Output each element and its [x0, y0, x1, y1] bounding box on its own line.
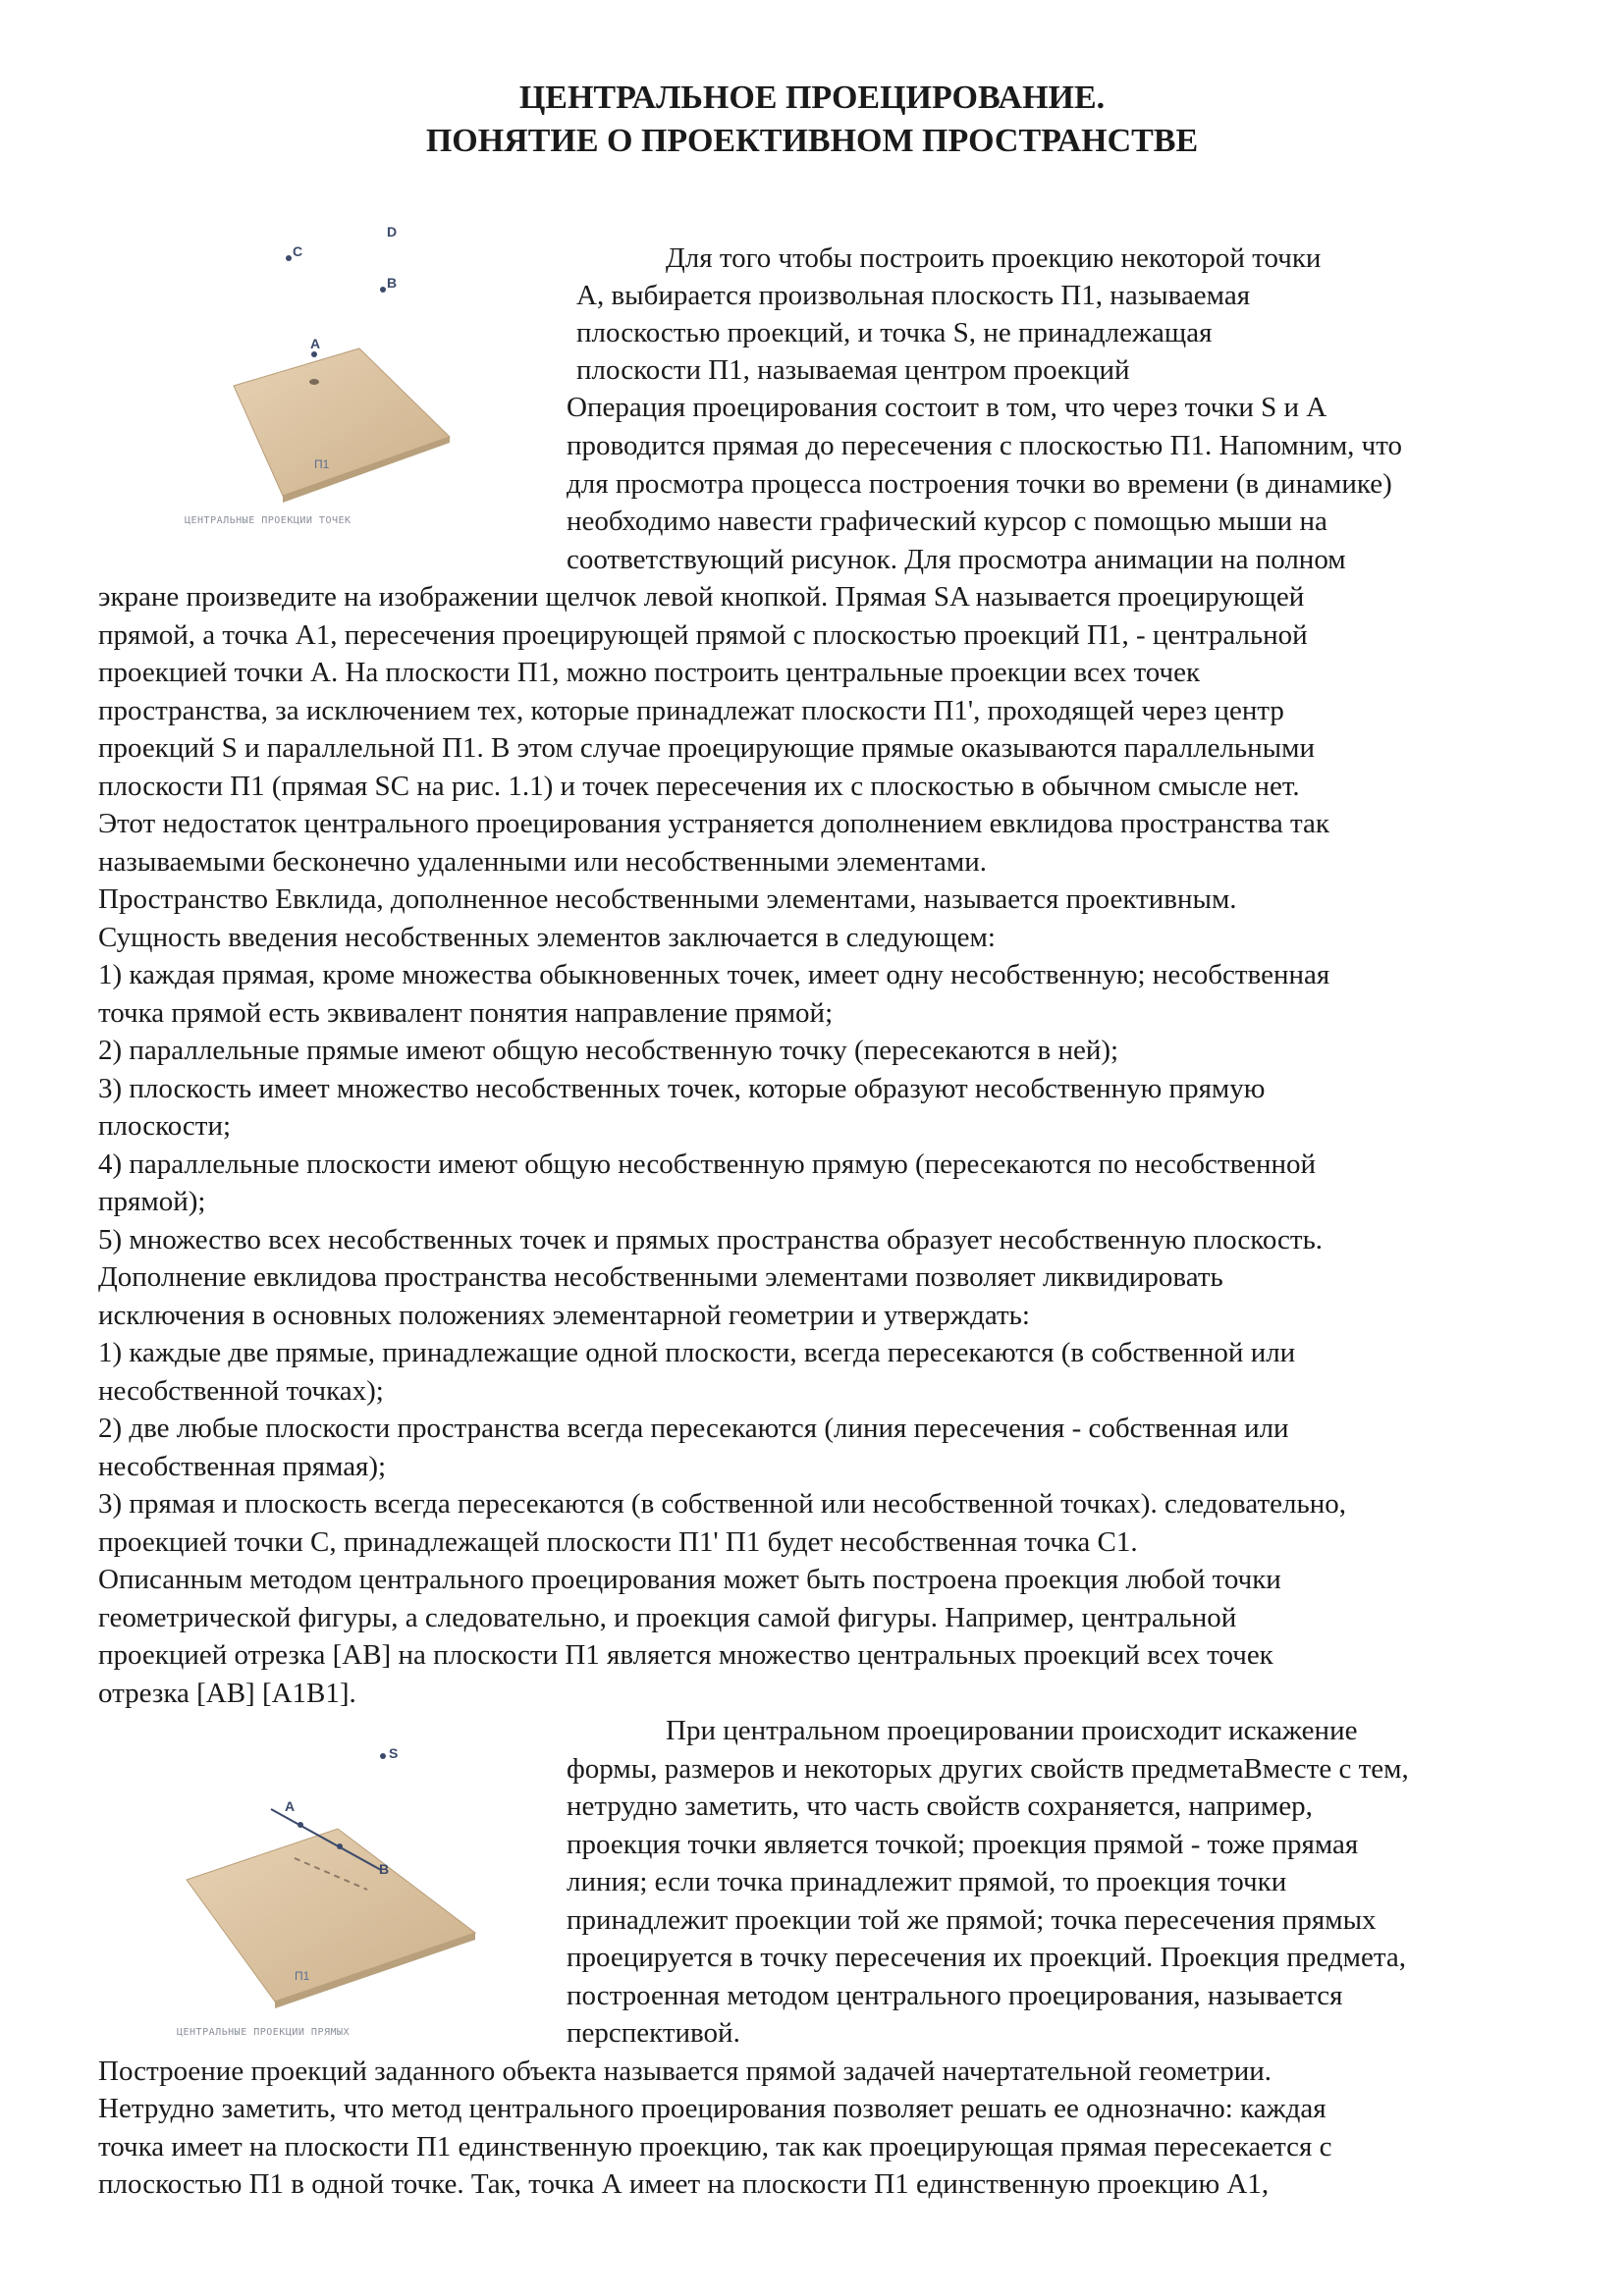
text-line: 5) множество всех несобственных точек и прямых пространства образует несобственную плоскость. [98, 1224, 1324, 1255]
text-line: Сущность введения несобственных элементов заключается в следующем: [98, 922, 996, 953]
text-line: точка имеет на плоскости П1 единственную проекцию, так как проецирующая прямая пересекается с [98, 2131, 1332, 2163]
point-a [311, 351, 317, 357]
text-line: называемыми бесконечно удаленными или несобственными элементами. [98, 846, 987, 878]
text-line: плоскостью П1 в одной точке. Так, точка А имеет на плоскости П1 единственную проекцию А1, [98, 2168, 1270, 2200]
text-line: несобственная прямая); [98, 1451, 387, 1482]
text-line: проводится прямая до пересечения с плоскостью П1. Напомним, что [567, 430, 1403, 461]
text-line: проекция точки является точкой; проекция прямой - тоже прямая [567, 1829, 1359, 1860]
text-line: Операция проецирования состоит в том, что через точки S и A [567, 392, 1327, 423]
point-b [380, 287, 386, 293]
text-line: При центральном проецировании происходит искажение [666, 1715, 1358, 1746]
figure-2-caption: ЦЕНТРАЛЬНЫЕ ПРОЕКЦИИ ПРЯМЫХ [177, 2027, 351, 2038]
title-line-2: ПОНЯТИЕ О ПРОЕКТИВНОМ ПРОСТРАНСТВЕ [425, 123, 1199, 159]
figure-central-projections-of-lines[interactable] [147, 1723, 520, 2047]
text-line: А, выбирается произвольная плоскость П1, называемая [576, 280, 1251, 311]
text-line: геометрической фигуры, а следовательно, и проекция самой фигуры. Например, центральной [98, 1602, 1237, 1633]
text-line: Этот недостаток центрального проецирования устраняется дополнением евклидова пространства так [98, 808, 1329, 839]
text-line: для просмотра процесса построения точки во времени (в динамике) [567, 468, 1392, 500]
text-line: Для того чтобы построить проекцию некоторой точки [666, 242, 1322, 274]
point-on-line [337, 1843, 343, 1849]
text-line: плоскости П1, называемая центром проекций [576, 354, 1130, 386]
text-line: прямой, а точка A1, пересечения проецирующей прямой с плоскостью проекций П1, - центральной [98, 619, 1308, 651]
text-line: 3) плоскость имеет множество несобственных точек, которые образуют несобственную прямую [98, 1073, 1266, 1104]
label-b: B [379, 1861, 390, 1877]
text-line: проекцией точки А. На плоскости П1, можно построить центральные проекции всех точек [98, 657, 1201, 688]
figure-1-caption: ЦЕНТРАЛЬНЫЕ ПРОЕКЦИИ ТОЧЕК [185, 515, 352, 526]
text-line: проекцией точки С, принадлежащей плоскости П1' П1 будет несобственная точка С1. [98, 1526, 1138, 1558]
projection-plane [187, 1829, 475, 2002]
plane-label: П1 [314, 457, 330, 471]
text-line: 1) каждая прямая, кроме множества обыкновенных точек, имеет одну несобственную; несобственная [98, 959, 1330, 990]
text-line: формы, размеров и некоторых других свойств предметаВместе с тем, [567, 1753, 1409, 1785]
text-line: плоскости; [98, 1110, 232, 1142]
text-line: экране произведите на изображении щелчок левой кнопкой. Прямая SA называется проецирующей [98, 581, 1305, 613]
text-line: принадлежит проекции той же прямой; точка пересечения прямых [567, 1904, 1377, 1936]
text-line: плоскостью проекций, и точка S, не принадлежащая [576, 317, 1213, 348]
text-line: 1) каждые две прямые, принадлежащие одной плоскости, всегда пересекаются (в собственной или [98, 1337, 1296, 1368]
text-line: плоскости П1 (прямая SC на рис. 1.1) и точек пересечения их с плоскостью в обычном смысле нет. [98, 771, 1300, 802]
text-line: проецируется в точку пересечения их проекций. Проекция предмета, [567, 1942, 1407, 1973]
label-d: D [387, 224, 398, 240]
text-line: проекций S и параллельной П1. В этом случае проецирующие прямые оказываются параллельными [98, 732, 1316, 764]
text-line: Описанным методом центрального проецирования может быть построена проекция любой точки [98, 1564, 1281, 1595]
text-line: исключения в основных положениях элементарной геометрии и утверждать: [98, 1300, 1030, 1331]
text-line: 2) две любые плоскости пространства всегда пересекаются (линия пересечения - собственная или [98, 1413, 1289, 1444]
text-line: Нетрудно заметить, что метод центрального проецирования позволяет решать ее однозначно: каждая [98, 2093, 1326, 2124]
label-b: B [387, 275, 398, 291]
text-line: линия; если точка принадлежит прямой, то проекция точки [567, 1866, 1287, 1897]
text-line: 4) параллельные плоскости имеют общую несобственную прямую (пересекаются по несобственной [98, 1148, 1317, 1180]
label-a: A [310, 336, 321, 351]
point-s [380, 1753, 386, 1759]
label-a: A [285, 1798, 296, 1814]
text-line: необходимо навести графический курсор с помощью мыши на [567, 506, 1327, 537]
projection-a1 [309, 379, 319, 385]
label-c: C [293, 243, 303, 259]
text-line: Построение проекций заданного объекта называется прямой задачей начертательной геометрии. [98, 2056, 1272, 2087]
text-line: Дополнение евклидова пространства несобственными элементами позволяет ликвидировать [98, 1261, 1223, 1293]
text-line: 3) прямая и плоскость всегда пересекаются (в собственной или несобственной точках). следовательно, [98, 1488, 1346, 1520]
text-line: перспективой. [567, 2017, 740, 2049]
point-c [286, 255, 292, 261]
text-line: построенная методом центрального проецирования, называется [567, 1980, 1343, 2011]
text-line: отрезка [AB] [A1B1]. [98, 1678, 356, 1709]
text-line: несобственной точках); [98, 1375, 384, 1407]
text-line: 2) параллельные прямые имеют общую несобственную точку (пересекаются в ней); [98, 1035, 1119, 1066]
figure-central-projections-of-points[interactable] [167, 211, 481, 535]
text-line: точка прямой есть эквивалент понятия направление прямой; [98, 997, 834, 1029]
text-line: прямой); [98, 1186, 206, 1217]
text-line: нетрудно заметить, что часть свойств сохраняется, например, [567, 1790, 1313, 1822]
title-line-1: ЦЕНТРАЛЬНОЕ ПРОЕЦИРОВАНИЕ. [518, 80, 1106, 116]
label-s: S [389, 1745, 399, 1761]
text-line: соответствующий рисунок. Для просмотра анимации на полном [567, 544, 1346, 575]
text-line: пространства, за исключением тех, которые принадлежат плоскости П1', проходящей через центр [98, 695, 1284, 726]
text-line: Пространство Евклида, дополненное несобственными элементами, называется проективным. [98, 883, 1237, 915]
plane-label: П1 [295, 1969, 310, 1983]
point-on-line [298, 1822, 303, 1828]
text-line: проекцией отрезка [AB] на плоскости П1 является множество центральных проекций всех точек [98, 1639, 1273, 1671]
projection-plane [234, 348, 450, 496]
